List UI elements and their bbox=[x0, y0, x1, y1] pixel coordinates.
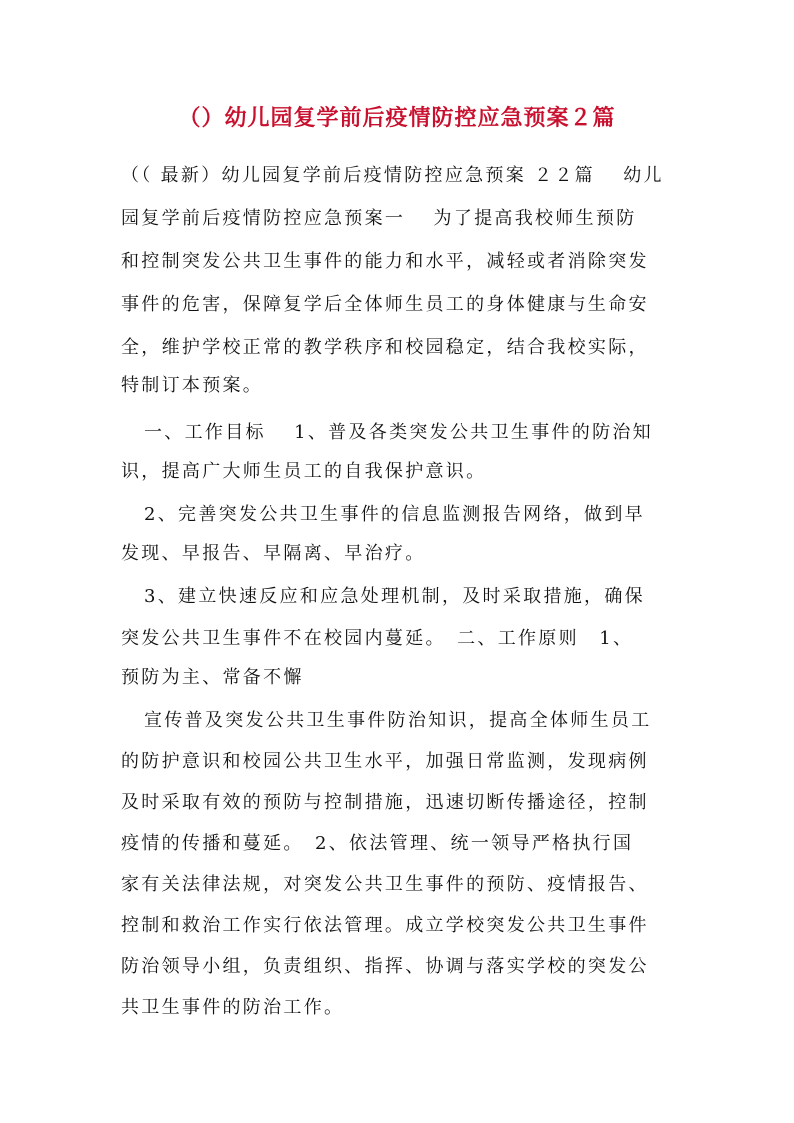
paragraph-line: 全，维护学校正常的教学秩序和校园稳定，结合我校实际， bbox=[121, 337, 649, 358]
paragraph-line: 事件的危害，保障复学后全体师生员工的身体健康与生命安 bbox=[121, 294, 649, 315]
paragraph-line: 防治领导小组，负责组织、指挥、协调与落实学校的突发公 bbox=[121, 956, 649, 977]
paragraph-line: 3、建立快速反应和应急处理机制，及时采取措施，确保 bbox=[144, 586, 645, 607]
paragraph-line: 预防为主、常备不懈 bbox=[121, 667, 304, 688]
paragraph-line: 特制订本预案。 bbox=[121, 375, 264, 396]
paragraph-line: 园复学前后疫情防控应急预案一 为了提高我校师生预防 bbox=[121, 208, 637, 229]
paragraph-line: 2、完善突发公共卫生事件的信息监测报告网络，做到早 bbox=[144, 504, 645, 525]
paragraph-line: 突发公共卫生事件不在校园内蔓延。 二、工作原则 1、 bbox=[121, 628, 634, 649]
paragraph-line: 宣传普及突发公共卫生事件防治知识，提高全体师生员工 bbox=[144, 710, 652, 731]
paragraph-line: 家有关法律法规，对突发公共卫生事件的预防、疫情报告、 bbox=[121, 874, 649, 895]
paragraph-line: （（ 最新）幼儿园复学前后疫情防控应急预案 ２２篇 幼儿 bbox=[121, 165, 664, 186]
paragraph-line: 控制和救治工作实行依法管理。成立学校突发公共卫生事件 bbox=[121, 915, 649, 936]
paragraph-line: 一、工作目标 1、普及各类突发公共卫生事件的防治知 bbox=[144, 422, 653, 443]
paragraph-line: 的防护意识和校园公共卫生水平，加强日常监测，发现病例 bbox=[121, 751, 649, 772]
paragraph-line: 发现、早报告、早隔离、早治疗。 bbox=[121, 543, 426, 564]
paragraph-line: 识，提高广大师生员工的自我保护意识。 bbox=[121, 461, 487, 482]
paragraph-line: 及时采取有效的预防与控制措施，迅速切断传播途径，控制 bbox=[121, 792, 649, 813]
paragraph-line: 共卫生事件的防治工作。 bbox=[121, 997, 345, 1018]
paragraph-line: 疫情的传播和蔓延。 2、依法管理、统一领导严格执行国 bbox=[121, 833, 634, 854]
paragraph-line: 和控制突发公共卫生事件的能力和水平，减轻或者消除突发 bbox=[121, 251, 649, 272]
document-title: （）幼儿园复学前后疫情防控应急预案２篇 bbox=[178, 105, 616, 131]
